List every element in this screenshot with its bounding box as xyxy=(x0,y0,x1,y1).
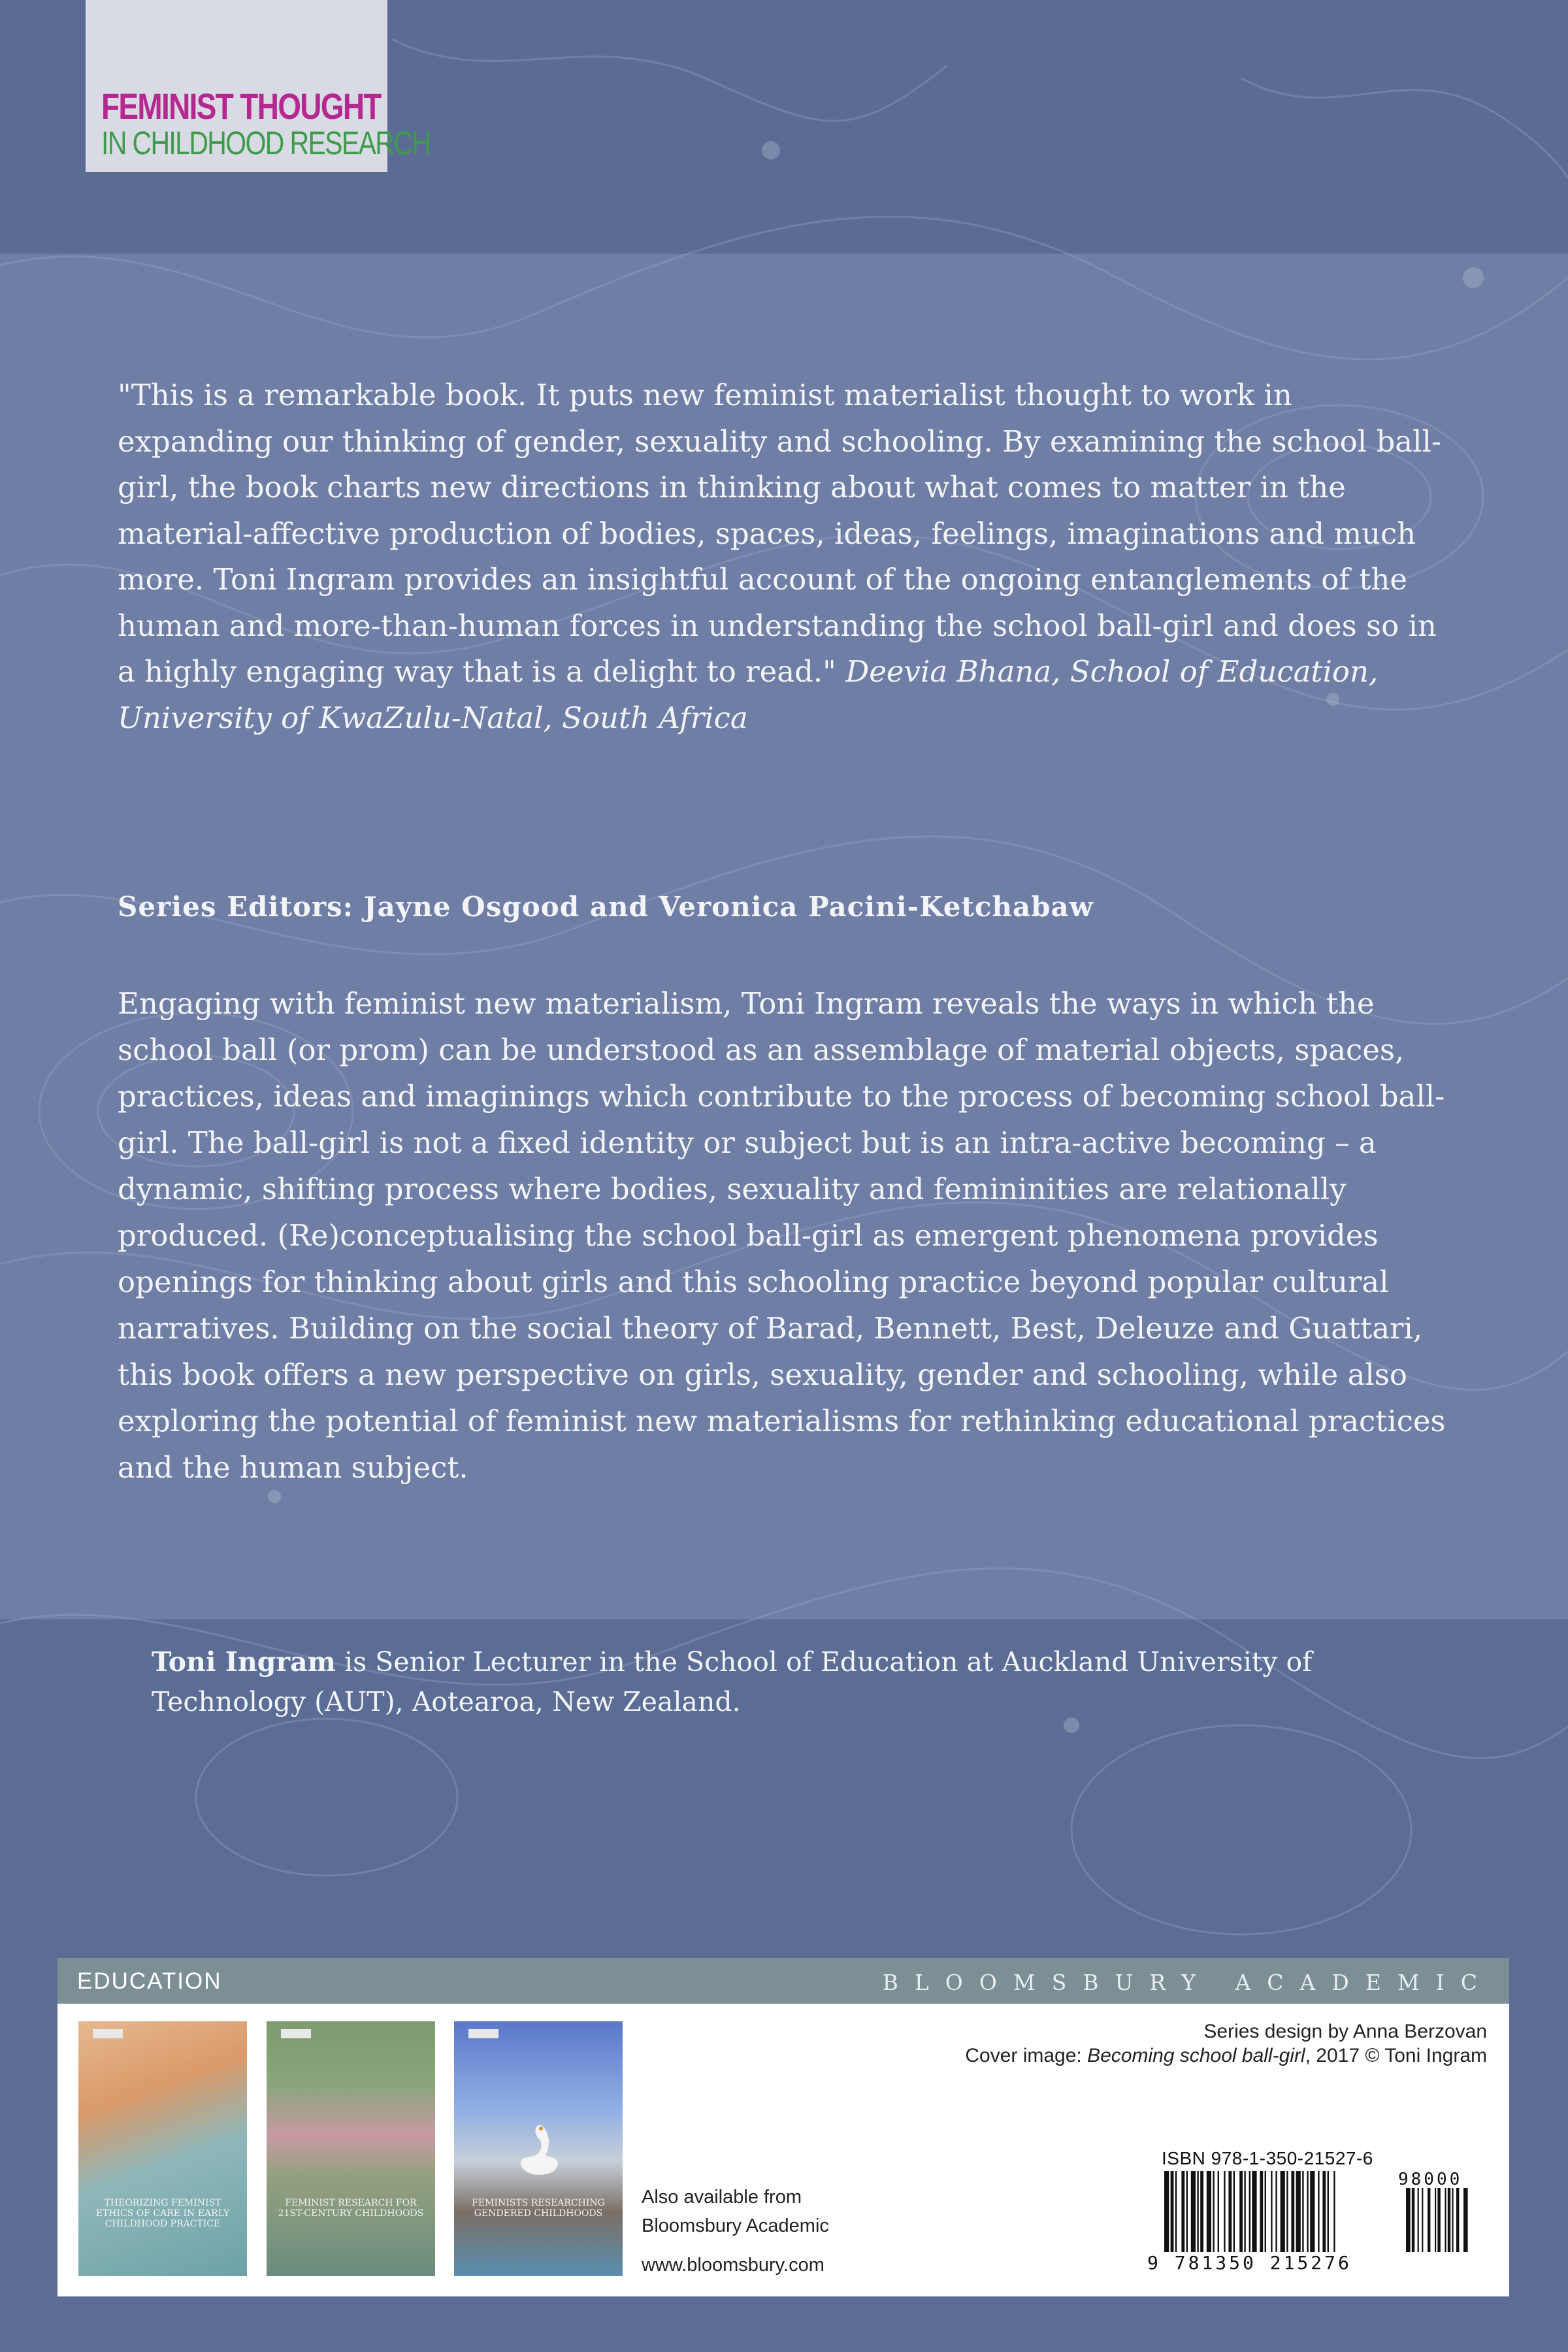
series-logo-line1: FEMINIST THOUGHT xyxy=(101,86,381,127)
cover-image-credit: Cover image: Becoming school ball-girl, 2017 © Toni Ingram xyxy=(965,2045,1487,2066)
series-logo xyxy=(86,0,431,172)
related-book-title: FEMINISTS RESEARCHING GENDERED CHILDHOODS xyxy=(472,2198,605,2219)
category-strip xyxy=(57,1958,1509,2004)
related-book-3 xyxy=(454,2021,623,2276)
book-series-tab xyxy=(468,2029,498,2038)
author-name: Toni Ingram xyxy=(152,1646,336,1678)
series-editors: Series Editors: Jayne Osgood and Veronica Pacini-Ketchabaw xyxy=(118,891,1094,923)
quote-attribution: Deevia Bhana, School of Education, University of KwaZulu-Natal, South Africa xyxy=(118,654,1379,735)
also-available-line2: Bloomsbury Academic xyxy=(642,2215,829,2236)
series-design-credit: Series design by Anna Berzovan xyxy=(1203,2021,1487,2042)
author-bio xyxy=(152,1642,1432,1722)
category-label: EDUCATION xyxy=(77,1968,222,1994)
related-book-2 xyxy=(267,2021,435,2276)
book-series-tab xyxy=(93,2029,123,2038)
book-description: Engaging with feminist new materialism, Toni Ingram reveals the ways in which the school ball (or prom) can be understood as an assemblage of material objects, spaces, practices, ideas and imaginings which contribute to the process of becoming school ball-girl. The ball-girl is not a fixed identity or subject but is an intra-active becoming – a dynamic, shifting process where bodies, sexuality and femininities are relationally produced. (Re)conceptualising the school ball-girl as emergent phenomena provides openings for thinking about girls and this schooling practice beyond popular cultural narratives. Building on the social theory of Barad, Bennett, Best, Deleuze and Guattari, this book offers a new perspective on girls, sexuality, gender and schooling, while also exploring the potential of feminist new materialisms for rethinking educational practices and the human subject. xyxy=(118,986,1446,1485)
publisher-website[interactable]: www.bloomsbury.com xyxy=(642,2255,825,2276)
publisher-name: BLOOMSBURY ACADEMIC xyxy=(882,1970,1494,1995)
author-bio-text: is Senior Lecturer in the School of Education at Auckland University of Technology (AUT), Aotearoa, New Zealand. xyxy=(152,1646,1313,1717)
endorsement-quote xyxy=(118,373,1450,741)
also-available-line1: Also available from xyxy=(642,2187,802,2208)
quote-text: "This is a remarkable book. It puts new feminist materialist thought to work in expanding our thinking of gender, sexuality and schooling. By examining the school ball-girl, the book charts new directions in thinking about what comes to matter in the material-affective production of bodies, spaces, ideas, feelings, imaginations and much more. Toni Ingram provides an insightful account of the ongoing entanglements of the human and more-than-human forces in understanding the school ball-girl and does so in a highly engaging way that is a delight to read." xyxy=(118,378,1442,689)
related-book-title: THEORIZING FEMINIST ETHICS OF CARE IN EARLY CHILDHOOD PRACTICE xyxy=(95,2198,230,2229)
related-book-1 xyxy=(78,2021,247,2276)
series-logo-line2: IN CHILDHOOD RESEARCH xyxy=(101,125,431,161)
isbn-label: ISBN 978-1-350-21527-6 xyxy=(1162,2148,1373,2168)
swan-float-icon xyxy=(516,2119,562,2178)
also-available xyxy=(642,2183,829,2240)
book-series-tab xyxy=(281,2029,311,2038)
related-book-title: FEMINIST RESEARCH FOR 21ST-CENTURY CHILDHOODS xyxy=(278,2198,424,2219)
cover-credits xyxy=(965,2019,1487,2068)
barcode-addon-number: 98000 xyxy=(1398,2170,1463,2189)
barcode-number: 9 781350 215276 xyxy=(1147,2252,1352,2274)
